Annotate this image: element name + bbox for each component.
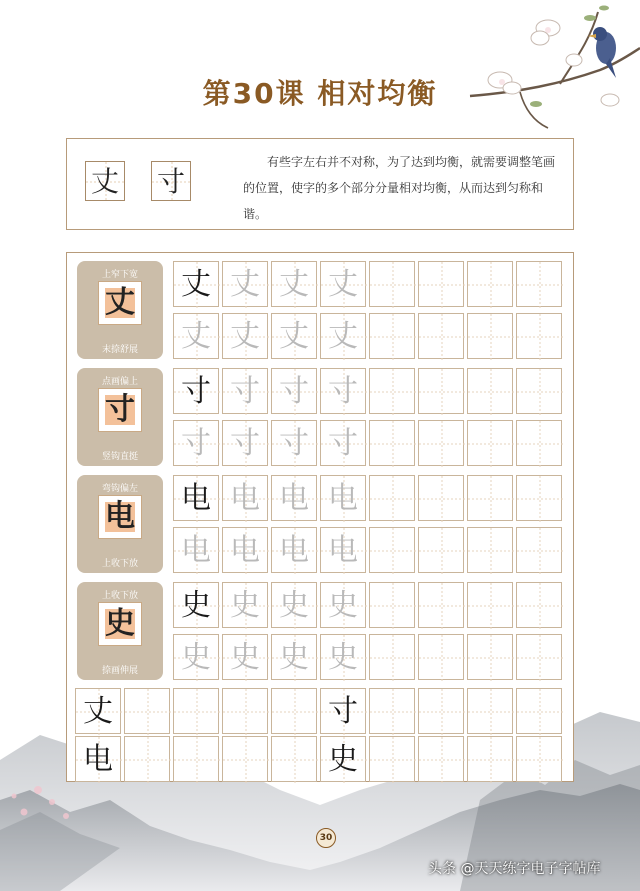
practice-cell[interactable] [320, 634, 366, 680]
trace-char: 寸 [328, 374, 358, 409]
practice-cell[interactable] [320, 313, 366, 359]
trace-char: 电 [181, 533, 211, 568]
practice-cell[interactable] [369, 261, 415, 307]
trace-char: 电 [279, 533, 309, 568]
practice-cell[interactable] [369, 420, 415, 466]
practice-cell[interactable] [467, 527, 513, 573]
free-practice-cell[interactable] [320, 736, 366, 782]
practice-cell[interactable] [418, 368, 464, 414]
practice-cell[interactable] [320, 420, 366, 466]
tip-caption-top: 弯钩偏左 [101, 484, 138, 494]
trace-char: 丈 [279, 267, 309, 302]
practice-cell[interactable] [369, 582, 415, 628]
practice-cell[interactable] [320, 368, 366, 414]
free-practice-cell[interactable] [418, 736, 464, 782]
trace-char: 寸 [230, 374, 260, 409]
highlight-char: 史 [105, 606, 135, 641]
free-practice-cell[interactable] [271, 688, 317, 734]
free-practice-cell[interactable] [516, 736, 562, 782]
free-practice-cell[interactable] [467, 688, 513, 734]
stroke-tip-card [77, 582, 163, 680]
model-char: 史 [181, 588, 211, 623]
free-practice-cell[interactable] [75, 688, 121, 734]
highlight-char: 丈 [105, 285, 135, 320]
tip-caption-bottom: 末捺舒展 [101, 345, 138, 355]
practice-cell[interactable] [467, 420, 513, 466]
trace-char: 史 [279, 640, 309, 675]
stroke-tip-card [77, 261, 163, 359]
trace-char: 电 [328, 481, 358, 516]
highlight-char-box [98, 495, 142, 539]
practice-cell[interactable] [418, 313, 464, 359]
practice-cell[interactable] [418, 261, 464, 307]
trace-char: 丈 [279, 319, 309, 354]
trace-char: 电 [279, 481, 309, 516]
practice-cell[interactable] [173, 634, 219, 680]
trace-char: 丈 [328, 267, 358, 302]
practice-cell[interactable] [516, 527, 562, 573]
tip-caption-bottom: 竖钩直挺 [101, 452, 138, 462]
trace-char: 寸 [279, 426, 309, 461]
practice-cell[interactable] [173, 582, 219, 628]
practice-cell[interactable] [271, 313, 317, 359]
practice-cell[interactable] [222, 582, 268, 628]
model-char: 丈 [181, 267, 211, 302]
practice-cell[interactable] [516, 261, 562, 307]
sample-char-cell-cun [151, 161, 191, 201]
trace-char: 电 [230, 533, 260, 568]
sample-char: 寸 [156, 165, 185, 198]
free-practice-cell[interactable] [320, 688, 366, 734]
free-practice-cell[interactable] [418, 688, 464, 734]
watermark: 头条 @天天练字电子字帖库 [428, 861, 601, 877]
tip-caption-top: 上窄下宽 [101, 270, 138, 280]
free-practice-cell[interactable] [369, 688, 415, 734]
practice-cell[interactable] [369, 313, 415, 359]
highlight-char: 寸 [105, 392, 135, 427]
practice-cell[interactable] [516, 475, 562, 521]
highlight-char-box [98, 281, 142, 325]
practice-cell[interactable] [320, 261, 366, 307]
practice-cell[interactable] [418, 475, 464, 521]
trace-char: 丈 [230, 267, 260, 302]
practice-cell[interactable] [516, 313, 562, 359]
free-practice-cell[interactable] [222, 736, 268, 782]
practice-cell[interactable] [369, 368, 415, 414]
tip-caption-bottom: 捺画伸展 [101, 666, 138, 676]
free-practice-cell[interactable] [124, 688, 170, 734]
practice-cell[interactable] [418, 582, 464, 628]
free-practice-cell[interactable] [124, 736, 170, 782]
tip-caption-top: 上收下放 [101, 591, 138, 601]
practice-grid [66, 252, 574, 782]
trace-char: 寸 [181, 426, 211, 461]
trace-char: 寸 [328, 426, 358, 461]
practice-cell[interactable] [222, 634, 268, 680]
lesson-title: 第30课 相对均衡 [202, 77, 438, 110]
practice-cell[interactable] [467, 634, 513, 680]
practice-cell[interactable] [271, 527, 317, 573]
trace-char: 寸 [230, 426, 260, 461]
tip-caption-top: 点画偏上 [101, 377, 138, 387]
free-practice-cell[interactable] [467, 736, 513, 782]
practice-cell[interactable] [369, 475, 415, 521]
trace-char: 史 [230, 640, 260, 675]
practice-cell[interactable] [271, 368, 317, 414]
practice-cell[interactable] [467, 261, 513, 307]
practice-cell[interactable] [418, 527, 464, 573]
model-char: 寸 [181, 374, 211, 409]
practice-cell[interactable] [369, 527, 415, 573]
practice-cell[interactable] [418, 634, 464, 680]
practice-cell[interactable] [467, 368, 513, 414]
practice-cell[interactable] [173, 420, 219, 466]
sample-char-cell-zhang [85, 161, 125, 201]
model-char: 丈 [83, 694, 113, 729]
free-practice-cell[interactable] [173, 736, 219, 782]
practice-cell[interactable] [271, 420, 317, 466]
intro-text: 有些字左右并不对称，为了达到均衡，就需要调整笔画的位置，使字的多个部分分量相对均衡，从而达到匀称和谐。 [243, 155, 556, 221]
practice-cell[interactable] [418, 420, 464, 466]
trace-char: 电 [230, 481, 260, 516]
practice-cell[interactable] [173, 475, 219, 521]
trace-char: 丈 [328, 319, 358, 354]
free-practice-cell[interactable] [75, 736, 121, 782]
practice-cell[interactable] [222, 420, 268, 466]
trace-char: 史 [328, 640, 358, 675]
practice-cell[interactable] [369, 634, 415, 680]
trace-char: 电 [328, 533, 358, 568]
model-char: 寸 [328, 694, 358, 729]
highlight-char: 电 [105, 499, 135, 534]
highlight-char-box [98, 602, 142, 646]
highlight-char-box [98, 388, 142, 432]
practice-cell[interactable] [320, 582, 366, 628]
practice-cell[interactable] [271, 475, 317, 521]
trace-char: 丈 [181, 319, 211, 354]
practice-cell[interactable] [271, 261, 317, 307]
model-char: 电 [83, 742, 113, 777]
stroke-tip-card [77, 368, 163, 466]
practice-cell[interactable] [516, 420, 562, 466]
practice-cell[interactable] [173, 368, 219, 414]
model-char: 电 [181, 481, 211, 516]
model-char: 史 [328, 742, 358, 777]
practice-cell[interactable] [222, 261, 268, 307]
practice-cell[interactable] [467, 475, 513, 521]
sample-char: 丈 [90, 165, 119, 198]
intro-box [66, 138, 574, 230]
practice-cell[interactable] [516, 368, 562, 414]
free-practice-cell[interactable] [173, 688, 219, 734]
trace-char: 丈 [230, 319, 260, 354]
practice-cell[interactable] [320, 527, 366, 573]
trace-char: 史 [181, 640, 211, 675]
page-number: 30 [316, 828, 336, 848]
stroke-tip-card [77, 475, 163, 573]
practice-cell[interactable] [320, 475, 366, 521]
trace-char: 寸 [279, 374, 309, 409]
free-practice-cell[interactable] [271, 736, 317, 782]
practice-cell[interactable] [173, 313, 219, 359]
practice-cell[interactable] [271, 634, 317, 680]
free-practice-cell[interactable] [369, 736, 415, 782]
free-practice-cell[interactable] [222, 688, 268, 734]
free-practice-cell[interactable] [516, 688, 562, 734]
practice-cell[interactable] [173, 527, 219, 573]
practice-cell[interactable] [467, 313, 513, 359]
practice-cell[interactable] [222, 475, 268, 521]
tip-caption-bottom: 上收下放 [101, 559, 138, 569]
practice-cell[interactable] [467, 582, 513, 628]
practice-cell[interactable] [222, 313, 268, 359]
trace-char: 史 [230, 588, 260, 623]
practice-cell[interactable] [222, 368, 268, 414]
practice-cell[interactable] [173, 261, 219, 307]
practice-cell[interactable] [271, 582, 317, 628]
practice-cell[interactable] [516, 582, 562, 628]
trace-char: 史 [279, 588, 309, 623]
practice-cell[interactable] [222, 527, 268, 573]
practice-cell[interactable] [516, 634, 562, 680]
trace-char: 史 [328, 588, 358, 623]
